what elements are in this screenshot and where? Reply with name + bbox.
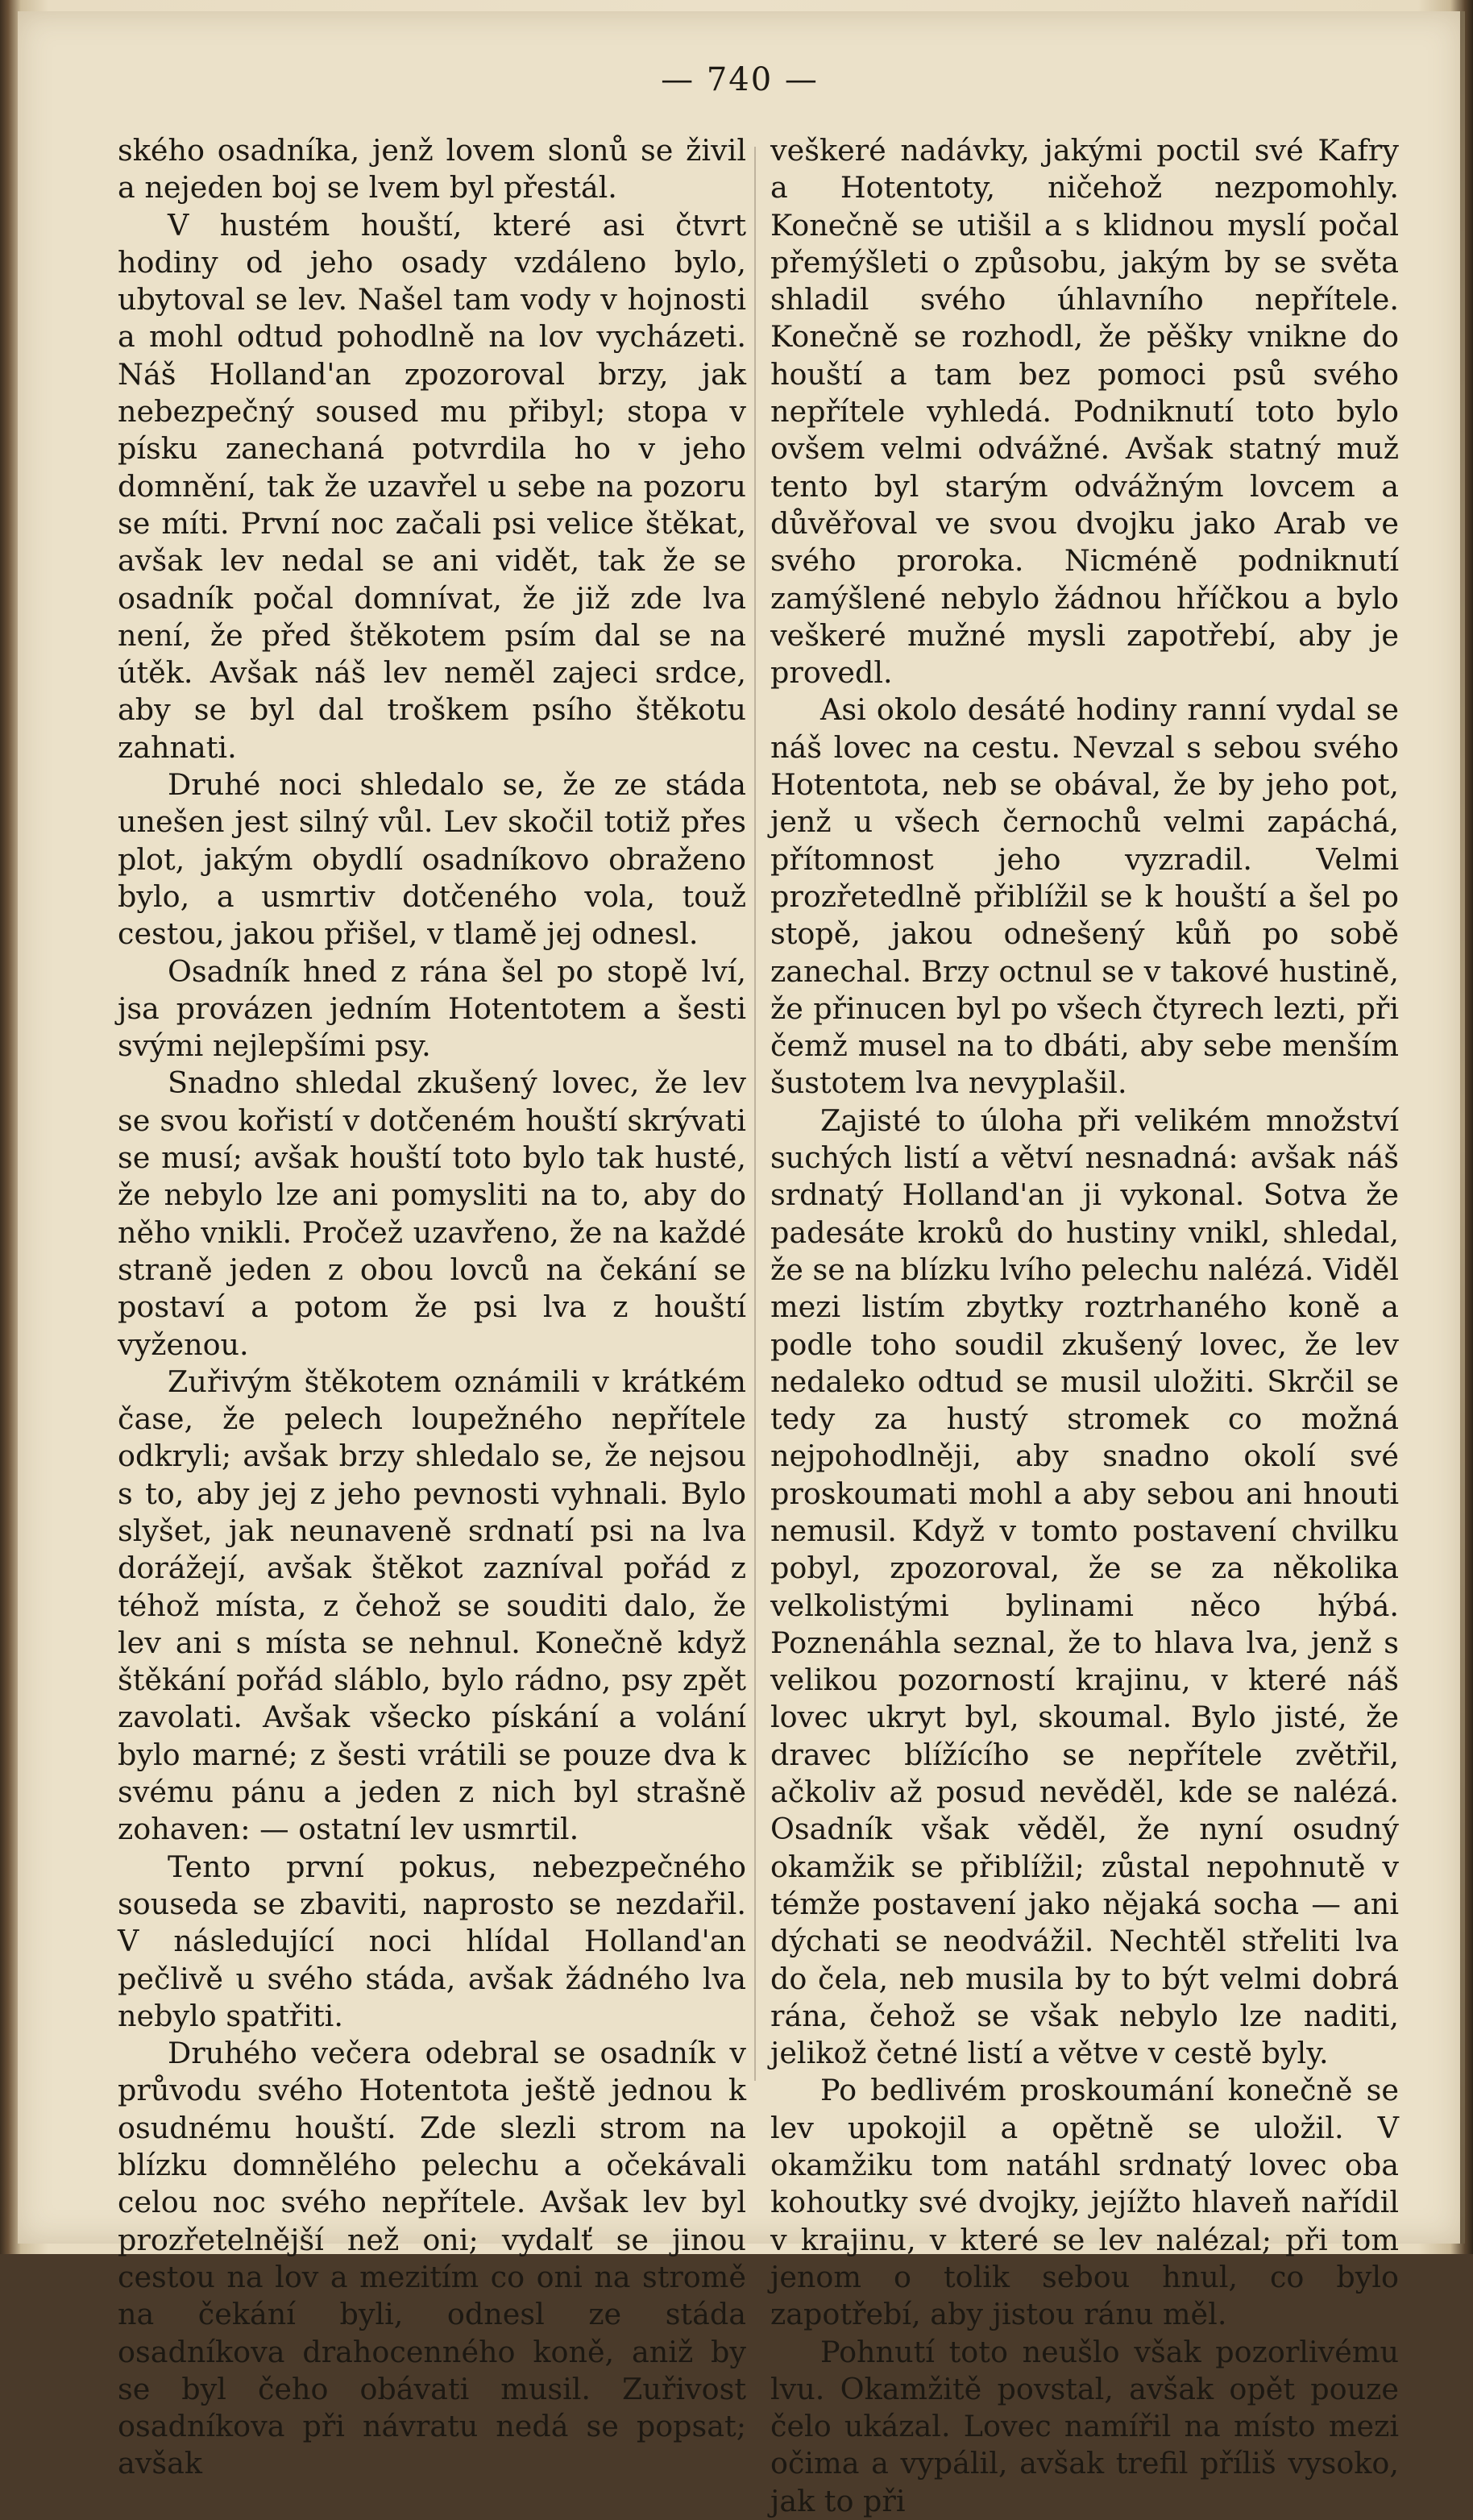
paragraph: Po bedlivém proskoumání konečně se lev upokojil a opětně se uložil. V okamžiku tom natáhl srdnatý lovec oba kohoutky své dvojky, jejížto hlaveň nařídil v krajinu, v které se lev nalézal; při tom jenom o tolik sebou hnul, co bylo zapotřebí, aby jistou ránu měl.	[770, 2073, 1399, 2332]
column-divider	[754, 147, 756, 2081]
paragraph: Osadník hned z rána šel po stopě lví, jsa provázen jedním Hotentotem a šesti svými nejlepšími psy.	[118, 953, 746, 1064]
paragraph: Druhého večera odebral se osadník v průvodu svého Hotentota ještě jednou k osudnému houští. Zde slezli strom na blízku domnělého pelechu a očekávali celou noc svého nepřítele. Avšak lev byl prozřetelnější než oni; vydalť se jinou cestou na lov a mezitím co oni na stromě na čekání byli, odnesl ze stáda osadníkova drahocenného koně, aniž by se byl čeho obávati musil. Zuřivost osadníkova při návratu nedá se popsat; avšak	[118, 2036, 746, 2481]
paragraph: V hustém houští, které asi čtvrt hodiny od jeho osady vzdáleno bylo, ubytoval se lev. Našel tam vody v hojnosti a mohl odtud pohodlně na lov vycházeti. Náš Holland'an zpozoroval brzy, jak nebezpečný soused mu přibyl; stopa v písku zanechaná potvrdila ho v jeho domnění, tak že uzavřel u sebe na pozoru se míti. První noc začali psi velice štěkat, avšak lev nedal se ani vidět, tak že se osadník počal domnívat, že již zde lva není, že před štěkotem psím dal se na útěk. Avšak náš lev neměl zajeci srdce, aby se byl dal troškem psího štěkotu zahnati.	[118, 207, 746, 765]
page-number: — 740 —	[661, 61, 819, 98]
paragraph: Druhé noci shledalo se, že ze stáda unešen jest silný vůl. Lev skočil totiž přes plot, jakým obydlí osadníkovo obraženo bylo, a usmrtiv dotčeného vola, touž cestou, jakou přišel, v tlamě jej odnesl.	[118, 767, 746, 952]
paragraph: veškeré nadávky, jakými poctil své Kafry a Hotentoty, ničehož nezpomohly. Konečně se utišil a s klidnou myslí počal přemýšleti o způsobu, jakým by se světa shladil svého úhlavního nepřítele. Konečně se rozhodl, že pěšky vnikne do houští a tam bez pomoci psů svého nepřítele vyhledá. Podniknutí toto bylo ovšem velmi odvážné. Avšak statný muž tento byl starým odvážným lovcem a důvěřoval ve svou dvojku jako Arab ve svého proroka. Nicméně podniknutí zamýšlené nebylo žádnou hříčkou a bylo veškeré mužné mysli zapotřebí, aby je provedl.	[770, 133, 1399, 691]
right-column	[770, 132, 1399, 2520]
paragraph: Pohnutí toto neušlo však pozorlivému lvu. Okamžitě povstal, avšak opět pouze čelo ukázal. Lovec namířil na místo mezi očima a vypálil, avšak trefil příliš vysoko, jak to při	[770, 2334, 1399, 2518]
paragraph: Snadno shledal zkušený lovec, že lev se svou kořistí v dotčeném houští skrývati se musí; avšak houští toto bylo tak husté, že nebylo lze ani pomysliti na to, aby do něho vnikli. Pročež uzavřeno, že na každé straně jeden z obou lovců na čekání se postaví a potom že psi lva z houští vyženou.	[118, 1065, 746, 1362]
paragraph: Zuřivým štěkotem oznámili v krátkém čase, že pelech loupežného nepřítele odkryli; avšak brzy shledalo se, že nejsou s to, aby jej z jeho pevnosti vyhnali. Bylo slyšet, jak neunaveně srdnatí psi na lva dorážejí, avšak štěkot zazníval pořád z téhož místa, z čehož se souditi dalo, že lev ani s místa se nehnul. Konečně když štěkání pořád sláblo, bylo rádno, psy zpět zavolati. Avšak všecko pískání a volání bylo marné; z šesti vrátili se pouze dva k svému pánu a jeden z nich byl strašně zohaven: — ostatní lev usmrtil.	[118, 1364, 746, 1847]
paragraph: Asi okolo desáté hodiny ranní vydal se náš lovec na cestu. Nevzal s sebou svého Hotentota, neb se obával, že by jeho pot, jenž u všech černochů velmi zapáchá, přítomnost jeho vyzradil. Velmi prozřetedlně přiblížil se k houští a šel po stopě, jakou odnešený kůň po sobě zanechal. Brzy octnul se v takové hustině, že přinucen byl po všech čtyrech lezti, při čemž musel na to dbáti, aby sebe menším šustotem lva nevyplašil.	[770, 692, 1399, 1101]
paragraph: ského osadníka, jenž lovem slonů se živil a nejeden boj se lvem byl přestál.	[118, 133, 746, 206]
book-page	[18, 11, 1462, 2518]
page-edge	[1460, 11, 1465, 2244]
left-column	[118, 132, 746, 2483]
paragraph: Zajisté to úloha při velikém množství suchých listí a větví nesnadná: avšak náš srdnatý Holland'an ji vykonal. Sotva že padesáte kroků do hustiny vnikl, shledal, že se na blízku lvího pelechu nalézá. Viděl mezi listím zbytky roztrhaného koně a podle toho soudil zkušený lovec, že lev nedaleko odtud se musil uložiti. Skrčil se tedy za hustý stromek co možná nejpohodlněji, aby snadno okolí své proskoumati mohl a aby sebou ani hnouti nemusil. Když v tomto postavení chvilku pobyl, zpozoroval, že se za několika velkolistými bylinami něco hýbá. Poznenáhla seznal, že to hlava lva, jenž s velikou pozorností krajinu, v které náš lovec ukryt byl, skoumal. Bylo jisté, že dravec blížícího se nepřítele zvětřil, ačkoliv až posud nevěděl, kde se nalézá. Osadník však věděl, že nyní osudný okamžik se přiblížil; zůstal nepohnutě v témže postavení jako nějaká socha — ani dýchati se neodvážil. Nechtěl střeliti lva do čela, neb musila by to být velmi dobrá rána, čehož se však nebylo lze naditi, jelikož četné listí a větve v cestě byly.	[770, 1102, 1399, 2071]
paragraph: Tento první pokus, nebezpečného souseda se zbaviti, naprosto se nezdařil. V následující noci hlídal Holland'an pečlivě u svého stáda, avšak žádného lva nebylo spatřiti.	[118, 1849, 746, 2033]
